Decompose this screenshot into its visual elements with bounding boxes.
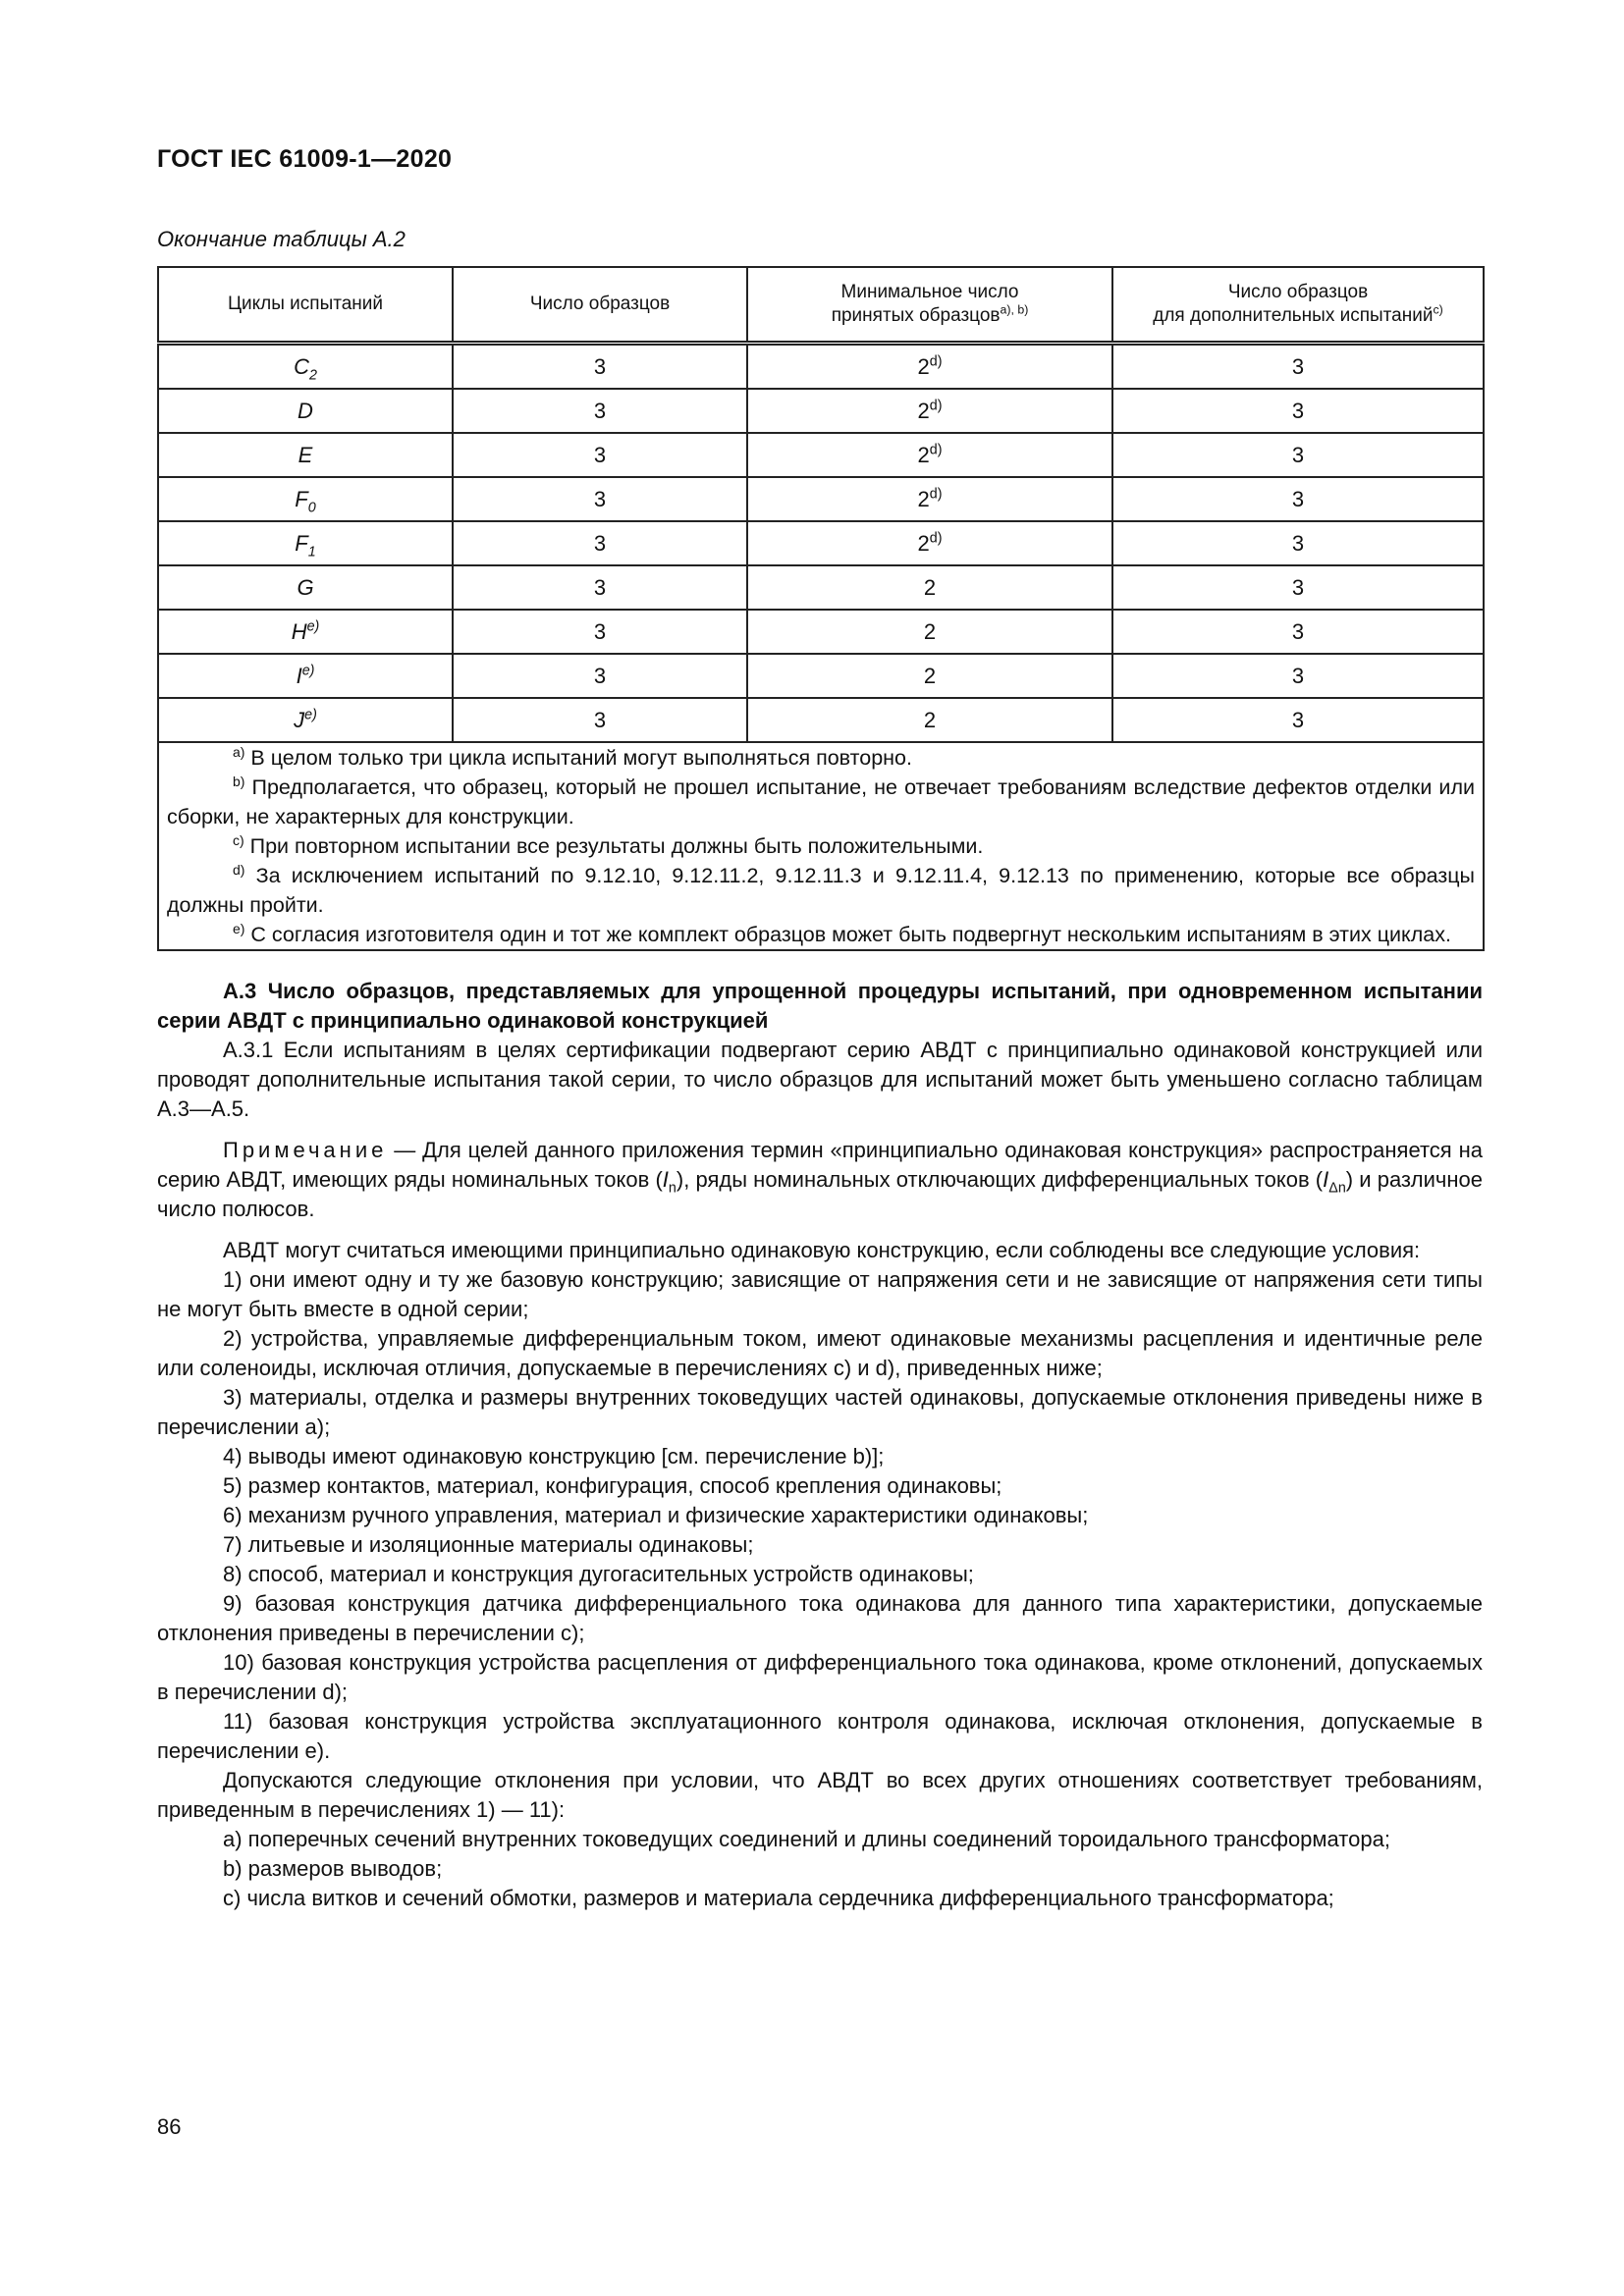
cell-min-accepted — [747, 698, 1112, 742]
conditions-intro: АВДТ могут считаться имеющими принципиально одинаковую конструкцию, если соблюдены все следующие условия: — [223, 1238, 1421, 1262]
condition-item: 6) механизм ручного управления, материал и физические характеристики одинаковы; — [223, 1503, 1089, 1527]
table-row — [158, 389, 1484, 433]
table-row — [158, 344, 1484, 390]
cell-value: 2 — [917, 486, 930, 511]
cell-samples — [453, 344, 747, 390]
footnote — [167, 773, 1475, 831]
cell-value: 3 — [1291, 574, 1305, 600]
cell-additional — [1112, 654, 1484, 698]
cell-subscript: 0 — [307, 499, 316, 515]
cell-value: 3 — [593, 398, 607, 423]
cell-min-accepted — [747, 477, 1112, 521]
cell-value: 2 — [923, 707, 937, 732]
cell-value: 3 — [593, 663, 607, 688]
page-number: 86 — [157, 2114, 182, 2139]
cell-value: F — [295, 486, 308, 511]
footnote-text: За исключением испытаний по 9.12.10, 9.12.11.2, 9.12.11.3 и 9.12.11.4, 9.12.13 по применению, которые все образцы должны пройти. — [167, 864, 1475, 917]
samples-table — [157, 266, 1485, 951]
cell-additional — [1112, 521, 1484, 565]
document-header: ГОСТ IEC 61009-1—2020 — [157, 145, 453, 173]
condition-item: 9) базовая конструкция датчика дифференциального тока одинакова для данного типа характеристики, допускаемые отклонения приведены в перечислении с); — [157, 1591, 1483, 1645]
footnote-ref: e) — [304, 707, 317, 723]
footnote-ref: d) — [929, 442, 943, 458]
footnote-ref: d) — [929, 398, 943, 414]
cell-value: 3 — [593, 353, 607, 379]
cell-value: 3 — [1291, 398, 1305, 423]
cell-additional — [1112, 610, 1484, 654]
cell-samples — [453, 610, 747, 654]
footnote-text: Предполагается, что образец, который не прошел испытание, не отвечает требованиям вследствие дефектов отделки или сборки, не характерных для конструкции. — [167, 775, 1475, 828]
deviations-list — [157, 1825, 1483, 1913]
condition-item: 1) они имеют одну и ту же базовую конструкцию; зависящие от напряжения сети и не зависящие от напряжения сети типы не могут быть вместе в одной серии; — [157, 1267, 1483, 1321]
cell-value: 3 — [593, 442, 607, 467]
cell-additional — [1112, 698, 1484, 742]
cell-value: 3 — [593, 574, 607, 600]
condition-item: 8) способ, материал и конструкция дугогасительных устройств одинаковы; — [223, 1562, 974, 1586]
footnote-ref: d) — [929, 530, 943, 547]
note-symbol: I — [662, 1167, 669, 1192]
table-row — [158, 654, 1484, 698]
table-row — [158, 610, 1484, 654]
deviation-item: b) размеров выводов; — [223, 1856, 443, 1881]
footnote-mark: e) — [233, 920, 245, 936]
cell-samples — [453, 521, 747, 565]
footnote-mark: c) — [233, 831, 244, 848]
footnote-ref: d) — [929, 486, 943, 503]
deviation-item: с) числа витков и сечений обмотки, размеров и материала сердечника дифференциального трансформатора; — [223, 1886, 1334, 1910]
cell-cycle — [158, 698, 453, 742]
table-row — [158, 477, 1484, 521]
section-a3 — [157, 977, 1483, 1913]
cell-value: D — [298, 398, 313, 423]
cell-value: G — [297, 574, 314, 600]
cell-min-accepted — [747, 521, 1112, 565]
cell-value: C — [294, 353, 309, 379]
column-header-label: Циклы испытаний — [227, 294, 384, 315]
note-text: ), ряды номинальных отключающих дифференциальных токов ( — [676, 1167, 1324, 1192]
cell-cycle — [158, 433, 453, 477]
conditions-list — [157, 1265, 1483, 1766]
column-header-line: Минимальное число — [840, 282, 1019, 303]
cell-min-accepted — [747, 565, 1112, 610]
footnote-mark: a) — [233, 743, 245, 760]
cell-additional — [1112, 565, 1484, 610]
column-header-samples — [453, 267, 747, 344]
cell-value: 2 — [917, 398, 930, 423]
cell-subscript: 1 — [307, 543, 316, 560]
cell-cycle — [158, 521, 453, 565]
note-symbol: I — [1323, 1167, 1329, 1192]
column-header-min-accepted — [747, 267, 1112, 344]
cell-value: 2 — [917, 530, 930, 556]
cell-samples — [453, 698, 747, 742]
footnote — [167, 831, 1475, 861]
note-subscript: n — [668, 1180, 677, 1197]
cell-value: 2 — [917, 442, 930, 467]
condition-item: 7) литьевые и изоляционные материалы одинаковы; — [223, 1532, 754, 1557]
cell-min-accepted — [747, 654, 1112, 698]
footnote-ref: a), b) — [1000, 302, 1029, 317]
table-row — [158, 433, 1484, 477]
cell-value: 2 — [923, 618, 937, 644]
deviations-intro: Допускаются следующие отклонения при условии, что АВДТ во всех других отношениях соответствует требованиям, приведенным в перечислениях 1) — 11): — [157, 1768, 1483, 1822]
footnote-ref: e) — [301, 663, 315, 679]
cell-value: 3 — [1291, 486, 1305, 511]
note-paragraph — [157, 1136, 1483, 1224]
document-page — [157, 137, 1483, 1913]
cell-value: J — [294, 707, 305, 732]
cell-samples — [453, 389, 747, 433]
table-row — [158, 565, 1484, 610]
cell-samples — [453, 565, 747, 610]
column-header-label: Число образцов — [529, 294, 671, 315]
note-text: ) и различное число полюсов. — [157, 1167, 1483, 1221]
cell-cycle — [158, 389, 453, 433]
condition-item: 5) размер контактов, материал, конфигурация, способ крепления одинаковы; — [223, 1473, 1002, 1498]
cell-min-accepted — [747, 610, 1112, 654]
cell-value: 3 — [593, 707, 607, 732]
footnotes-row — [158, 742, 1484, 950]
column-header-line: принятых образцов — [831, 305, 1001, 326]
cell-min-accepted — [747, 433, 1112, 477]
footnote-ref: d) — [929, 353, 943, 370]
cell-value: 3 — [1291, 353, 1305, 379]
cell-value: 3 — [593, 618, 607, 644]
cell-cycle — [158, 610, 453, 654]
table-row — [158, 698, 1484, 742]
cell-subscript: 2 — [308, 366, 317, 383]
footnote-text: С согласия изготовителя один и тот же комплект образцов может быть подвергнут нескольким испытаниям в этих циклах. — [244, 923, 1451, 946]
note-label: Примечание — [223, 1138, 388, 1162]
cell-value: 3 — [1291, 663, 1305, 688]
condition-item: 2) устройства, управляемые дифференциальным током, имеют одинаковые механизмы расцепления и идентичные реле или соленоиды, исключая отличия, допускаемые в перечислениях с) и d), приведенных ниже; — [157, 1326, 1483, 1380]
cell-additional — [1112, 433, 1484, 477]
cell-value: 3 — [1291, 530, 1305, 556]
condition-item: 10) базовая конструкция устройства расцепления от дифференциального тока одинакова, кроме отклонений, допускаемых в перечислении d); — [157, 1650, 1483, 1704]
cell-value: 2 — [917, 353, 930, 379]
note-subscript: Δn — [1328, 1180, 1346, 1197]
column-header-line: для дополнительных испытаний — [1153, 305, 1434, 326]
deviation-item: а) поперечных сечений внутренних токоведущих соединений и длины соединений тороидального трансформатора; — [223, 1827, 1390, 1851]
cell-value: 3 — [1291, 707, 1305, 732]
cell-value: 3 — [1291, 618, 1305, 644]
table-footnotes — [158, 742, 1484, 950]
cell-value: I — [296, 663, 302, 688]
cell-additional — [1112, 344, 1484, 390]
cell-value: 2 — [923, 663, 937, 688]
cell-value: E — [298, 442, 313, 467]
section-title: А.3 Число образцов, представляемых для упрощенной процедуры испытаний, при одновременном испытании серии АВДТ с принципиально одинаковой конструкцией — [157, 979, 1483, 1033]
cell-cycle — [158, 565, 453, 610]
table-header-row — [158, 267, 1484, 344]
footnote-ref: e) — [306, 618, 320, 635]
cell-cycle — [158, 654, 453, 698]
cell-value: F — [295, 530, 308, 556]
column-header-cycles — [158, 267, 453, 344]
column-header-line: Число образцов — [1227, 282, 1369, 303]
cell-cycle — [158, 477, 453, 521]
cell-min-accepted — [747, 389, 1112, 433]
footnote-mark: b) — [233, 773, 245, 789]
footnote — [167, 861, 1475, 920]
paragraph-a31: А.3.1 Если испытаниям в целях сертификации подвергают серию АВДТ с принципиально одинаковой конструкцией или проводят дополнительные испытания такой серии, то число образцов для испытаний может быть уменьшено согласно таблицам А.3—А.5. — [157, 1038, 1483, 1121]
cell-value: 2 — [923, 574, 937, 600]
footnote-text: При повторном испытании все результаты должны быть положительными. — [244, 834, 984, 858]
cell-value: 3 — [593, 530, 607, 556]
cell-cycle — [158, 344, 453, 390]
column-header-additional — [1112, 267, 1484, 344]
cell-samples — [453, 654, 747, 698]
cell-additional — [1112, 389, 1484, 433]
table-caption: Окончание таблицы А.2 — [157, 227, 406, 251]
footnote-ref: c) — [1433, 302, 1443, 317]
footnote — [167, 743, 1475, 773]
footnote-text: В целом только три цикла испытаний могут выполняться повторно. — [244, 746, 912, 770]
condition-item: 3) материалы, отделка и размеры внутренних токоведущих частей одинаковы, допускаемые отклонения приведены ниже в перечислении а); — [157, 1385, 1483, 1439]
cell-value: 3 — [1291, 442, 1305, 467]
cell-samples — [453, 433, 747, 477]
footnote — [167, 920, 1475, 949]
cell-value: 3 — [593, 486, 607, 511]
note-text: — Для целей данного приложения термин «принципиально одинаковая конструкция» распространяется на серию АВДТ, имеющих ряды номинальных токов ( — [157, 1138, 1483, 1192]
condition-item: 11) базовая конструкция устройства эксплуатационного контроля одинакова, исключая отклонения, допускаемые в перечислении е). — [157, 1709, 1483, 1763]
footnote-mark: d) — [233, 861, 245, 878]
cell-value: H — [291, 618, 307, 644]
cell-samples — [453, 477, 747, 521]
condition-item: 4) выводы имеют одинаковую конструкцию [см. перечисление b)]; — [223, 1444, 885, 1468]
table-body — [158, 344, 1484, 743]
table-row — [158, 521, 1484, 565]
cell-additional — [1112, 477, 1484, 521]
cell-min-accepted — [747, 344, 1112, 390]
